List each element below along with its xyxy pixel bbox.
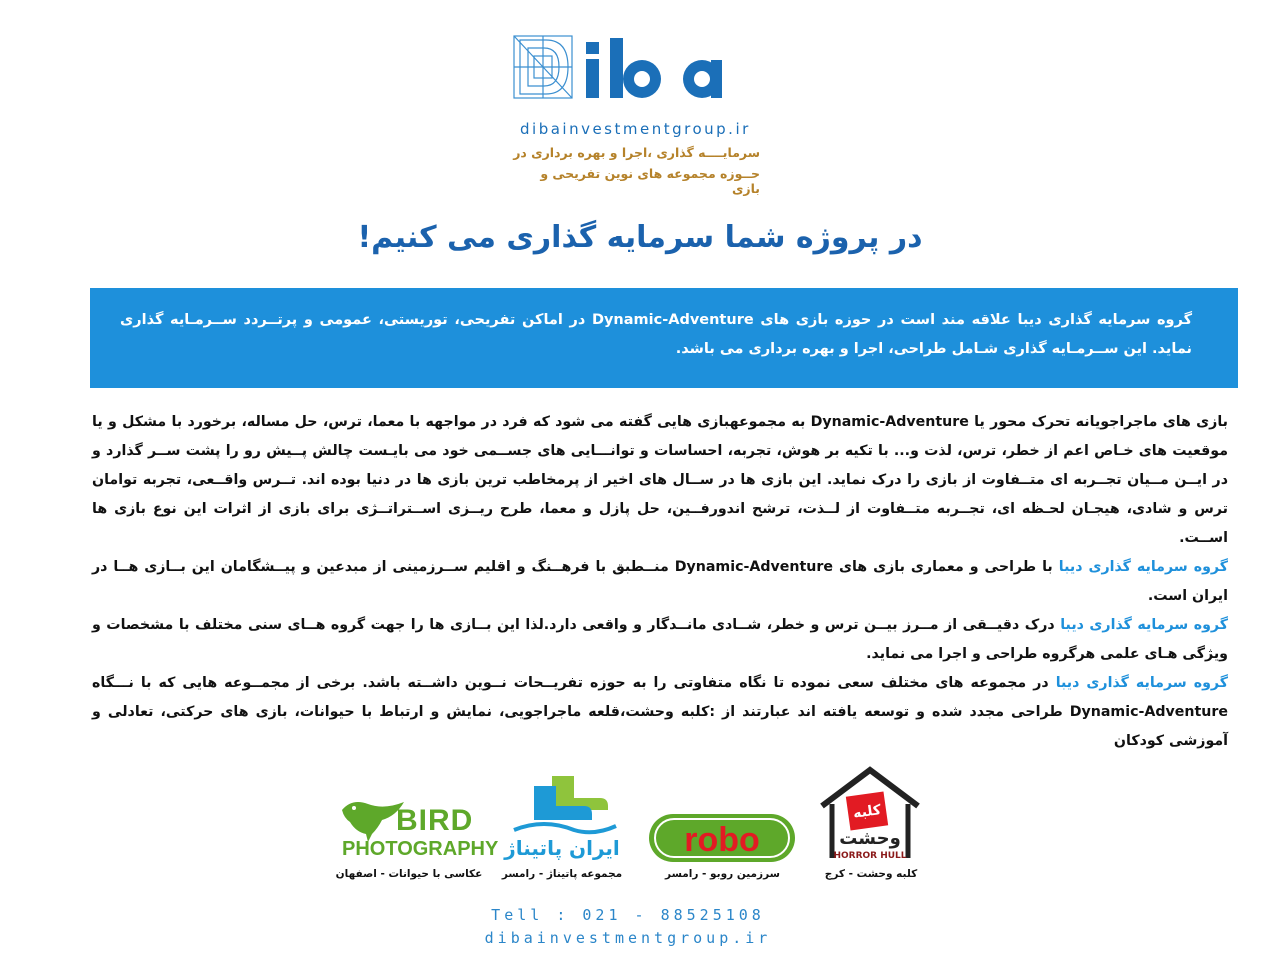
group-name-highlight: گروه سرمایه گذاری دیبا	[1055, 675, 1228, 691]
partner-horror-hull	[812, 764, 930, 888]
robo-logo	[647, 810, 797, 866]
diba-logo-mark	[512, 34, 752, 104]
footer-url[interactable]: dibainvestmentgroup.ir	[484, 929, 772, 947]
iran-patinaj-logo-text: ایران پاتیناژ	[504, 836, 620, 860]
paragraph-3	[92, 611, 1228, 669]
bird-logo-text: BIRD	[396, 804, 474, 837]
group-name-highlight: گروه سرمایه گذاری دیبا	[1058, 559, 1228, 575]
logo-url: dibainvestmentgroup.ir	[520, 120, 751, 138]
horror-hull-text: HORROR HULL	[833, 851, 907, 861]
svg-text:کلبه: کلبه	[852, 802, 883, 822]
paragraph-4-text: در مجموعه های مختلف سعی نموده تا نگاه متفاوتی را به حوزه تفریــحات نــوین داشــته باشد. برخی از مجمــوعه هایی که با نـــگاه Dynamic-Adventure طراحی مجدد شده و توسعه یافته اند عبارتند از :کلبه وحشت،قلعه ماجراجویی، نمایش و ارتباط با حیوانات، بازی های حرکتی، تعادلی و آموزشی کودکان	[92, 675, 1228, 749]
partner-bird-photography	[334, 764, 499, 888]
paragraph-1: بازی های ماجراجویانه تحرک محور یا Dynamic-Adventure به مجموعهبازی هایی گفته می شود که فرد در مواجهه با معما، ترس، حل مساله، برخورد با مشکل و یا موقعیت های خـاص اعم از خطر، ترس، لذت و... با تکیه بر هوش، تجربه، احساسات و توانـــایی های جســمی خود می بایـست چالش پــیش رو را پشت ســر گذارد و در ایــن مــیان تجــربه ای متــفاوت از بازی را درک نماید. این بازی ها در ســال های اخیر از پرمخاطب ترین بازی ها در دنیا بوده اند. تــرس واقــعی، تجربه توامان ترس و شادی، هیجـان لحـظه ای، تجــربه متــفاوت از لــذت، ترشح اندورفــین، حل پازل و معما، طرح ریــزی اســتراتــژی برای بازی از اثرات این نوع بازی ها اســت.	[92, 414, 1228, 546]
house-icon	[818, 766, 922, 862]
group-name-highlight: گروه سرمایه گذاری دیبا	[1060, 617, 1228, 633]
paragraph-2-text: با طراحی و معماری بازی های Dynamic-Adventure منــطبق با فرهــنگ و اقلیم ســرزمینی از مبدعین و پیــشگامان این بــازی هــا در ایران است.	[92, 559, 1228, 604]
paragraph-3-text: درک دقیــقی از مــرز بیــن ترس و خطر، شــادی مانــدگار و واقعی دارد.لذا این بــازی ها را جهت گروه هــای سنی مختلف با مشخصات و ویژگی هـای علمی هرگروه طراحی و اجرا می نماید.	[92, 617, 1228, 662]
page-headline: در پروژه شما سرمایه گذاری می کنیم!	[357, 220, 923, 255]
intro-box	[90, 288, 1238, 388]
diba-logo	[512, 30, 762, 196]
paragraph-2	[92, 553, 1228, 611]
body-text	[92, 408, 1228, 756]
partner-caption: عکاسی با حیوانات - اصفهان	[335, 868, 483, 880]
skate-icon	[504, 772, 624, 838]
footer-phone: Tell : 021 - 88525108	[491, 906, 765, 924]
intro-text: گروه سرمایه گذاری دیبا علاقه مند است در حوزه بازی های Dynamic-Adventure در اماکن تفریحی، توریستی، عمومی و پرتــردد ســرمـایه گذاری نماید. این ســرمـایه گذاری شـامل طراحی، اجرا و بهره برداری می باشد.	[120, 312, 1192, 357]
svg-text:وحشت: وحشت	[839, 828, 901, 849]
partner-caption: سرزمین روبو - رامسر	[665, 868, 780, 880]
partner-caption: مجموعه پاتیناژ - رامسر	[501, 868, 623, 880]
logo-tagline-1: سرمایــــه گذاری ،اجرا و بهره برداری در	[513, 145, 760, 160]
partner-iran-patinaj	[492, 764, 632, 888]
bird-logo-subtext: PHOTOGRAPHY	[342, 838, 499, 860]
partner-robo	[645, 764, 800, 888]
paragraph-4	[92, 669, 1228, 756]
partner-caption: کلبه وحشت - کرج	[824, 868, 918, 880]
logo-tagline-2: حــوزه مجموعه های نوین تفریحی و بازی	[540, 166, 760, 196]
robo-logo-text: robo	[684, 821, 760, 859]
